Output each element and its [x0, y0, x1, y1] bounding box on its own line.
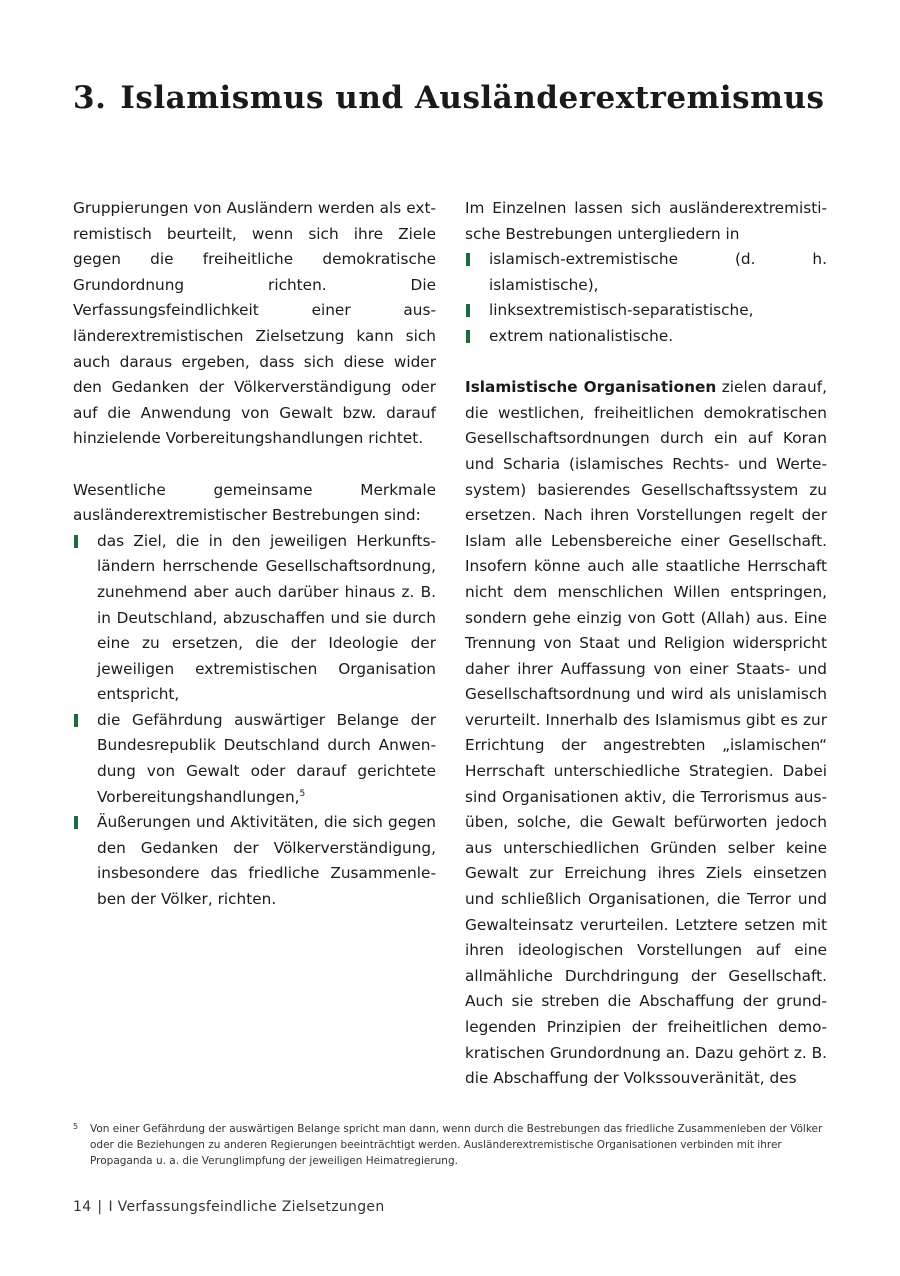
section-number: 3. [73, 80, 107, 116]
bullet-icon [74, 535, 78, 548]
footnote-reference[interactable]: 5 [299, 788, 306, 799]
footer-separator: | [97, 1199, 103, 1215]
features-intro-paragraph: Wesentliche gemeinsame Merkmale ausländerextremistischer Bestrebungen sind: [73, 480, 436, 525]
intro-paragraph: Gruppierungen von Ausländern werden als extremistisch beurteilt, wenn sich ihre Ziele gegen die freiheitliche demokratische Grundordnung richten. Die Verfassungsfeindlichkeit einer ausländerextremistischen Zielsetzung kann sich auch daraus ergeben, dass sich diese wider den Gedanken der Völkerverständigung oder auf die Anwendung von Gewalt bzw. darauf hinzielende Vorbereitungshandlungen richtet. [73, 199, 436, 448]
left-column [73, 196, 436, 913]
list-item [73, 810, 436, 912]
chapter-marker: I [108, 1199, 113, 1215]
categories-intro-paragraph: Im Einzelnen lassen sich ausländerextremistische Bestrebungen untergliedern in [465, 199, 827, 243]
list-item-text: die Gefährdung auswärtiger Belange der Bundesrepublik Deutschland durch Anwendung von Gewalt oder darauf gerichtete Vorbereitungshandlungen, [97, 710, 436, 806]
bullet-icon [466, 253, 470, 266]
list-item [465, 298, 827, 324]
bullet-icon [74, 816, 78, 829]
islamist-organizations-text: zielen darauf, die westlichen, freiheitlichen demokratischen Gesellschaftsordnungen durch ein auf Koran und Scharia (islamisches Rechts- und Wertesystem) basierendes Gesellschaftssystem zu ersetzen. Nach ihren Vorstellungen regelt der Islam alle Lebensbereiche einer Gesellschaft. Insofern könne auch alle staatliche Herrschaft nicht dem menschlichen Willen entspringen, sondern gehe einzig von Gott (Allah) aus. Eine Trennung von Staat und Religion widerspricht daher ihrer Auffassung von einer Staats- und Gesellschaftsordnung und wird als unislamisch verurteilt. Innerhalb des Islamismus gibt es zur Errichtung der angestrebten „islamischen“ Herrschaft unterschiedliche Strategien. Dabei sind Organisationen aktiv, die Terrorismus ausüben, solche, die Gewalt befürworten jedoch aus unterschiedlichen Gründen selber keine Gewalt zur Erreichung ihres Ziels einsetzen und schließlich Organisationen, die Terror und Gewalteinsatz verurteilen. Letztere setzen mit ihren ideologischen Vorstellungen auf eine allmähliche Durchdringung der Gesellschaft. Auch sie streben die Abschaffung der grundlegenden Prinzipien der freiheitlichen demokratischen Grundordnung an. Dazu gehört z. B. die Abschaffung der Volkssouveränität, des [465, 378, 827, 1088]
page-footer [73, 1199, 385, 1215]
list-item-text: das Ziel, die in den jeweiligen Herkunftsländern herrschende Gesellschaftsordnung, zunehmend aber auch darüber hinaus z. B. in Deutschland, abzuschaffen und sie durch eine zu ersetzen, die der Ideologie der jeweiligen extremistischen Organisation entspricht, [97, 531, 436, 704]
footer-section-title: Verfassungsfeindliche Zielsetzungen [117, 1199, 385, 1215]
section-title: Islamismus und Ausländerextremismus [120, 80, 825, 116]
features-list [73, 529, 436, 913]
footnote [73, 1121, 833, 1169]
islamist-organizations-paragraph [465, 375, 827, 1092]
categories-list [465, 247, 827, 349]
list-item-text: islamisch-extremistische (d. h. islamistische), [489, 250, 827, 294]
list-item [73, 529, 436, 708]
islamist-organizations-term: Islamistische Organisationen [465, 378, 717, 397]
list-item-text: linksextremistisch-separatistische, [489, 301, 754, 320]
list-item [465, 247, 827, 298]
right-column [465, 196, 827, 1092]
bullet-icon [466, 304, 470, 317]
list-item-text: extrem nationalistische. [489, 326, 674, 345]
list-item-text: Äußerungen und Aktivitäten, die sich gegen den Gedanken der Völkerverständigung, insbesondere das friedliche Zusammenleben der Völker, richten. [97, 813, 436, 909]
page-heading [73, 80, 824, 116]
bullet-icon [466, 330, 470, 343]
list-item [73, 708, 436, 810]
bullet-icon [74, 714, 78, 727]
page-number: 14 [73, 1199, 92, 1215]
footnote-text: Von einer Gefährdung der auswärtigen Belange spricht man dann, wenn durch die Bestrebungen das friedliche Zusammenleben der Völker oder die Beziehungen zu anderen Regierungen beeinträchtigt werden. Ausländerextremistische Organisationen verbinden mit ihrer Propaganda u. a. die Verunglimpfung der jeweiligen Heimatregierung. [90, 1123, 823, 1167]
list-item [465, 324, 827, 350]
footnote-number: 5 [73, 1122, 79, 1131]
